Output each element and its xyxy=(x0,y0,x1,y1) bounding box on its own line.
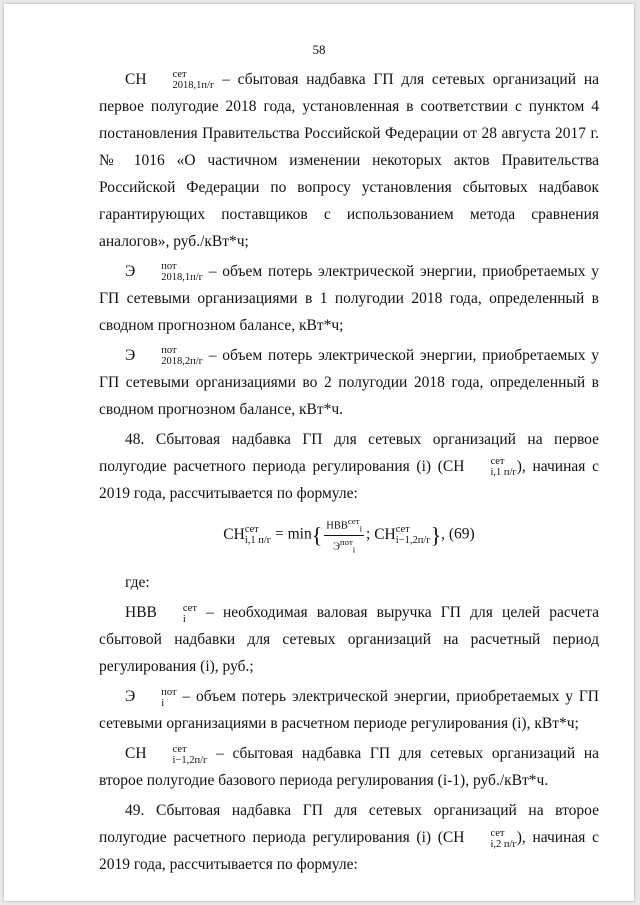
symbol-e-i xyxy=(125,686,177,709)
symbol-sn-2018-1 xyxy=(125,69,215,92)
symbol-sup: сет xyxy=(172,743,187,755)
document-page xyxy=(4,4,634,901)
left-brace-icon: { xyxy=(311,522,323,548)
right-brace-icon: } xyxy=(430,522,442,548)
symbol-sub: i,2 п/г xyxy=(490,838,517,850)
symbol-main: СН xyxy=(374,525,396,543)
page-number: 58 xyxy=(312,42,326,57)
fraction-denominator xyxy=(324,536,364,556)
symbol-main: НВВ xyxy=(326,520,348,532)
symbol-sub: 2018,2п/г xyxy=(161,356,203,368)
symbol-indices xyxy=(464,828,516,850)
symbol-main: СН xyxy=(223,525,245,543)
definition-nvv-i xyxy=(99,599,599,680)
symbol-sub: 2018,1п/г xyxy=(172,80,215,92)
definition-text: – объем потерь электрической энергии, приобретаемых у ГП сетевыми организациями в 1 полугодии 2018 года, определенный в сводном прогнозном балансе, кВт*ч; xyxy=(99,263,599,334)
formula-min: = min xyxy=(271,525,312,543)
symbol-indices xyxy=(147,69,215,91)
symbol-e-2018-1 xyxy=(125,261,203,284)
definition-e-i xyxy=(99,683,599,737)
symbol-indices xyxy=(135,261,203,283)
symbol-indices xyxy=(147,744,208,766)
formula-rhs xyxy=(374,524,431,547)
symbol-sup: пот xyxy=(340,536,353,547)
symbol-main: НВВ xyxy=(125,604,157,622)
fraction-numerator xyxy=(324,515,364,536)
symbol-sub: i−1,2п/г xyxy=(172,754,208,766)
clause-text: 48. Сбытовая надбавка ГП для сетевых организаций на первое полугодие расчетного периода регулирования (i) ( xyxy=(99,431,599,475)
where-label: где: xyxy=(125,574,150,592)
definition-sn-i-minus-1 xyxy=(99,740,599,794)
symbol-e-2018-2 xyxy=(125,345,203,368)
symbol-sup: пот xyxy=(161,261,177,273)
definition-text: – сбытовая надбавка ГП для сетевых организаций на первое полугодие 2018 года, установленная в соответствии с пунктом 4 постановления Правительства Российской Федерации от 28 августа 2017 г. № 1016 «О частичном изменении некоторых актов Правительства Российской Федерации по вопросу установления сбытовых надбавок гарантирующих поставщиков с использованием метода сравнения аналогов», руб./кВт*ч; xyxy=(99,71,599,250)
formula-number: , (69) xyxy=(441,525,475,543)
symbol-indices xyxy=(135,345,203,367)
symbol-main: Э xyxy=(125,347,136,364)
symbol-indices xyxy=(135,687,176,709)
symbol-sup: сет xyxy=(347,516,360,526)
definition-text: – объем потерь электрической энергии, приобретаемых у ГП сетевыми организациями в расчетном периоде регулирования (i), кВт*ч; xyxy=(99,688,599,733)
symbol-sn-i-1 xyxy=(442,456,517,479)
symbol-main: СН xyxy=(125,745,147,763)
definition-sn-2018-1 xyxy=(99,66,599,255)
symbol-indices xyxy=(396,524,431,546)
clause-48 xyxy=(99,426,599,507)
symbol-main: СН xyxy=(442,829,465,847)
symbol-sub: i xyxy=(161,697,165,709)
symbol-main: СН xyxy=(125,71,147,88)
symbol-sup: пот xyxy=(161,686,177,698)
symbol-indices xyxy=(157,603,197,625)
symbol-sub: i,1 п/г xyxy=(244,535,272,547)
definition-text: – необходимая валовая выручка ГП для целей расчета сбытовой надбавки для сетевых организаций на расчетный период регулирования (i), руб.; xyxy=(99,604,599,676)
symbol-sub: i xyxy=(182,613,186,625)
definition-e-2018-2 xyxy=(99,342,599,423)
symbol-sub: i xyxy=(359,523,363,534)
symbol-sup: сет xyxy=(244,524,259,536)
symbol-main: СН xyxy=(442,458,465,475)
symbol-main: Э xyxy=(333,541,340,553)
symbol-sub: i−1,2п/г xyxy=(395,535,431,547)
symbol-main: Э xyxy=(125,263,136,280)
symbol-indices xyxy=(245,524,271,546)
symbol-indices xyxy=(464,456,516,478)
symbol-sup: сет xyxy=(395,524,410,536)
symbol-sup: сет xyxy=(182,602,197,614)
symbol-main: Э xyxy=(125,688,136,706)
formula-fraction xyxy=(324,515,364,555)
definition-text: – объем потерь электрической энергии, приобретаемых у ГП сетевыми организациями во 2 полугодии 2018 года, определенный в сводном прогнозном балансе, кВт*ч. xyxy=(99,347,599,418)
clause-text-end: ), начиная с 2019 года, рассчитывается по формуле: xyxy=(99,829,599,874)
symbol-sup: сет xyxy=(172,69,187,81)
formula-separator: ; xyxy=(366,525,375,543)
document-body xyxy=(99,66,599,881)
symbol-sup: сет xyxy=(490,827,505,839)
clause-text: 49. Сбытовая надбавка ГП для сетевых организаций на второе полугодие расчетного периода регулирования (i) ( xyxy=(99,802,599,847)
symbol-sup: пот xyxy=(161,345,177,357)
symbol-sup: сет xyxy=(490,456,505,468)
symbol-sub: 2018,1п/г xyxy=(161,272,203,284)
definition-text: – сбытовая надбавка ГП для сетевых организаций на второе полугодие базового периода регулирования (i-1), руб./кВт*ч. xyxy=(99,745,599,790)
symbol-sub: i,1 п/г xyxy=(490,467,517,479)
symbol-sn-i-2 xyxy=(442,827,517,850)
symbol-sub: i xyxy=(352,544,356,555)
symbol-sn-i-minus-1 xyxy=(125,743,208,766)
clause-text-end: ), начиная с 2019 года, рассчитывается по формуле: xyxy=(99,458,599,502)
definition-e-2018-1 xyxy=(99,258,599,339)
formula-lhs xyxy=(223,524,272,547)
clause-49 xyxy=(99,797,599,878)
symbol-nvv-i xyxy=(125,602,197,625)
formula-69 xyxy=(99,515,599,555)
